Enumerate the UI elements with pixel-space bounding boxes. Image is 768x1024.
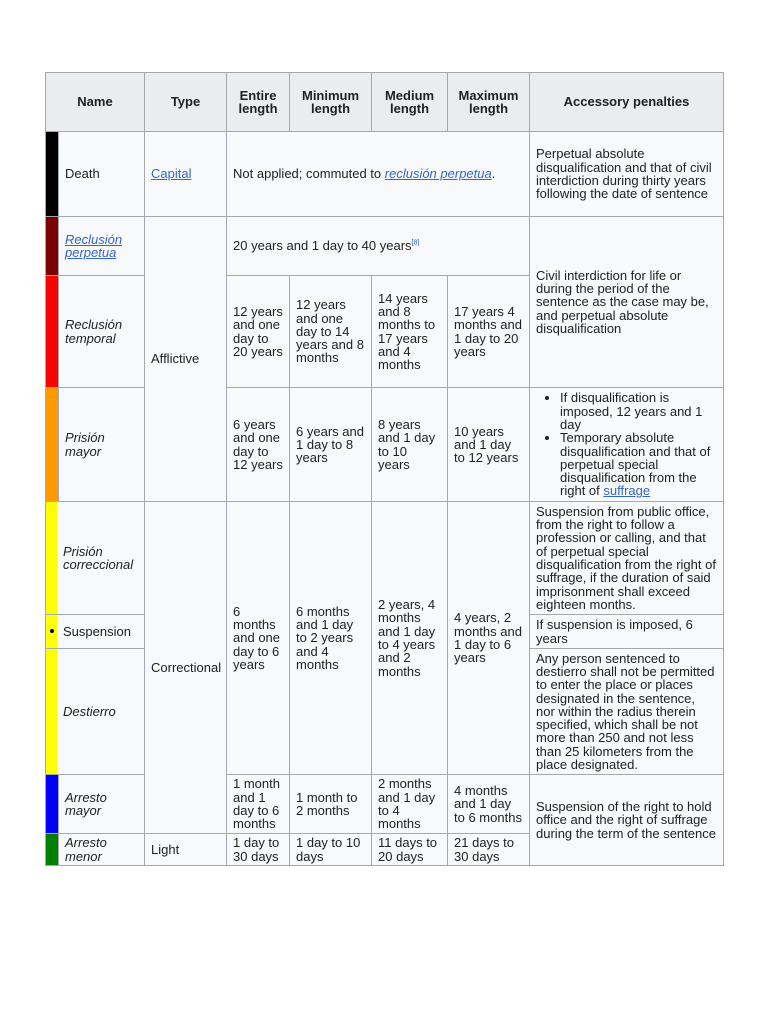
length-reclusion-perpetua-text: 20 years and 1 day to 40 years — [233, 238, 412, 254]
col-header-minimum-length: Minimum length — [290, 73, 372, 132]
medium-arresto-menor: 11 days to 20 days — [372, 834, 448, 866]
name-destierro: Destierro — [63, 703, 116, 719]
list-item-text: Temporary absolute disqualification and that of perpetual special disqualification from the right of — [560, 430, 711, 499]
cell-suspension — [46, 615, 145, 649]
name-arresto-mayor: Arresto mayor — [59, 775, 145, 834]
medium-arresto-mayor: 2 months and 1 day to 4 months — [372, 775, 448, 834]
accessory-death: Perpetual absolute disqualification and that of civil interdiction during thirty years following the date of sentence — [530, 132, 724, 217]
row-reclusion-perpetua — [46, 217, 724, 276]
name-reclusion-perpetua — [59, 217, 145, 276]
col-header-type: Type — [145, 73, 227, 132]
color-bar-arresto-mayor — [46, 775, 59, 834]
accessory-prision-mayor — [530, 388, 724, 502]
cell-prision-correccional — [46, 502, 145, 615]
medium-prision-correccional: 2 years, 4 months and 1 day to 4 years and 2 months — [372, 502, 448, 775]
length-reclusion-perpetua — [227, 217, 530, 276]
color-bar-destierro — [46, 649, 57, 774]
col-header-name: Name — [46, 73, 145, 132]
entire-prision-mayor: 6 years and one day to 12 years — [227, 388, 290, 502]
reclusion-perpetua-name-link[interactable]: Reclusión perpetua — [65, 231, 123, 260]
type-light: Light — [145, 834, 227, 866]
maximum-arresto-mayor: 4 months and 1 day to 6 months — [448, 775, 530, 834]
color-bar-suspension — [46, 615, 57, 648]
col-header-accessory-penalties: Accessory penalties — [530, 73, 724, 132]
minimum-arresto-menor: 1 day to 10 days — [290, 834, 372, 866]
color-bar-prision-correccional — [46, 502, 57, 614]
capital-link[interactable]: Capital — [151, 166, 192, 182]
accessory-prision-mayor-list — [536, 391, 717, 497]
penalties-table — [45, 72, 724, 866]
name-prision-mayor: Prisión mayor — [59, 388, 145, 502]
list-item — [560, 431, 717, 497]
entire-reclusion-temporal: 12 years and one day to 20 years — [227, 276, 290, 388]
cell-destierro — [46, 649, 145, 775]
color-bar-reclusion-perpetua — [46, 217, 59, 276]
length-death-period: . — [491, 166, 496, 182]
entire-arresto-mayor: 1 month and 1 day to 6 months — [227, 775, 290, 834]
citation-ref[interactable]: [8] — [411, 240, 420, 248]
col-header-maximum-length: Maximum length — [448, 73, 530, 132]
row-death — [46, 132, 724, 217]
name-suspension: Suspension — [63, 623, 131, 639]
type-capital — [145, 132, 227, 217]
row-prision-correccional — [46, 502, 724, 615]
minimum-prision-correccional: 6 months and 1 day to 2 years and 4 months — [290, 502, 372, 775]
minimum-arresto-mayor: 1 month to 2 months — [290, 775, 372, 834]
maximum-prision-correccional: 4 years, 2 months and 1 day to 6 years — [448, 502, 530, 775]
accessory-suspension: If suspension is imposed, 6 years — [530, 615, 724, 649]
length-death-text: Not applied; commuted to — [233, 166, 385, 182]
maximum-arresto-menor: 21 days to 30 days — [448, 834, 530, 866]
minimum-reclusion-temporal: 12 years and one day to 14 years and 8 months — [290, 276, 372, 388]
accessory-prision-correccional: Suspension from public office, from the right to follow a profession or calling, and that of perpetual special disqualification from the right of suffrage, if the duration of said imprisonment shall exceed eighteen months. — [530, 502, 724, 615]
suffrage-link[interactable]: suffrage — [603, 483, 651, 499]
medium-reclusion-temporal: 14 years and 8 months to 17 years and 4 months — [372, 276, 448, 388]
maximum-prision-mayor: 10 years and 1 day to 12 years — [448, 388, 530, 502]
type-afflictive: Afflictive — [145, 217, 227, 502]
col-header-medium-length: Medium length — [372, 73, 448, 132]
col-header-entire-length: Entire length — [227, 73, 290, 132]
reclusion-perpetua-link[interactable]: reclusión perpetua — [384, 166, 492, 182]
name-arresto-menor: Arresto menor — [59, 834, 145, 866]
color-bar-arresto-menor — [46, 834, 59, 866]
name-prision-correccional: Prisión correccional — [63, 543, 134, 572]
accessory-afflictive: Civil interdiction for life or during the period of the sentence as the case may be, and perpetual absolute disqualification — [530, 217, 724, 388]
list-item: • If disqualification is imposed, 12 years and 1 day — [560, 391, 717, 431]
length-death — [227, 132, 530, 217]
maximum-reclusion-temporal: 17 years 4 months and 1 day to 20 years — [448, 276, 530, 388]
color-bar-prision-mayor — [46, 388, 59, 502]
minimum-prision-mayor: 6 years and 1 day to 8 years — [290, 388, 372, 502]
medium-prision-mayor: 8 years and 1 day to 10 years — [372, 388, 448, 502]
name-reclusion-temporal: Reclusión temporal — [59, 276, 145, 388]
color-bar-reclusion-temporal — [46, 276, 59, 388]
entire-prision-correccional: 6 months and one day to 6 years — [227, 502, 290, 775]
name-death: Death — [59, 132, 145, 217]
accessory-arresto: Suspension of the right to hold office and the right of suffrage during the term of the sentence — [530, 775, 724, 866]
bullet-dot-icon — [50, 629, 54, 633]
accessory-destierro: Any person sentenced to destierro shall not be permitted to enter the place or places designated in the sentence, nor within the radius therein specified, which shall be not more than 250 and not less than 25 kilometers from the place designated. — [530, 649, 724, 775]
header-row — [46, 73, 724, 132]
color-bar-death — [46, 132, 59, 217]
entire-arresto-menor: 1 day to 30 days — [227, 834, 290, 866]
type-correctional: Correctional — [145, 502, 227, 834]
